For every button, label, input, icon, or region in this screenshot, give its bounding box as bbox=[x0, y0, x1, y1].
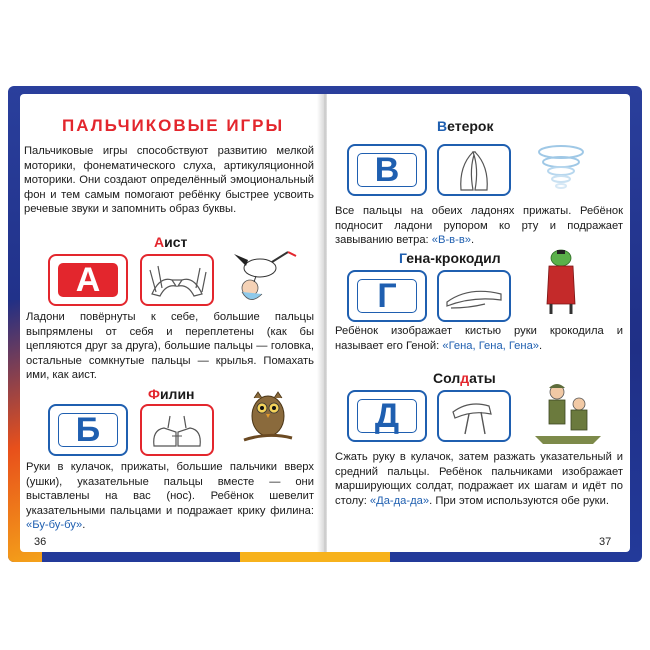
hand-gesture-aist bbox=[140, 254, 214, 306]
left-page bbox=[20, 94, 323, 552]
fist-hands-icon bbox=[142, 406, 212, 454]
letter-card-d: Д bbox=[347, 390, 427, 442]
whirlwind-icon bbox=[533, 140, 589, 200]
letter-card-a: А bbox=[48, 254, 128, 306]
palms-together-icon bbox=[439, 146, 509, 194]
soldiers-icon bbox=[533, 380, 603, 446]
hand-gesture-soldaty bbox=[437, 390, 511, 442]
section-title-veterok: Ветерок bbox=[437, 118, 494, 134]
intro-text: Пальчиковые игры способствуют развитию мелкой моторики, фонематического слуха, артикуляционной моторики. Они создают определённый эмоциональный фон и тем самым помогают ребёнку быстрее усвоить речевые звуки и запомнить образ буквы. bbox=[24, 145, 314, 216]
gena-crocodile-illustration bbox=[541, 246, 581, 318]
owl-illustration bbox=[242, 386, 294, 448]
gena-text: Ребёнок изображает кистью руки крокодила и называет его Геной: «Гена, Гена, Гена». bbox=[335, 325, 623, 352]
section-title-filin: Филин bbox=[148, 386, 195, 402]
page-number-left: 36 bbox=[34, 536, 47, 548]
page-number-right: 37 bbox=[599, 536, 612, 548]
hands-icon bbox=[142, 256, 212, 304]
letter-card-v: В bbox=[347, 144, 427, 196]
soldiers-illustration bbox=[533, 380, 603, 446]
walking-fingers-icon bbox=[439, 392, 509, 440]
crocodile-hand-icon bbox=[439, 272, 509, 320]
letter-card-g: Г bbox=[347, 270, 427, 322]
crocodile-icon bbox=[541, 246, 581, 318]
stork-icon bbox=[228, 246, 298, 308]
aist-text: Ладони повёрнуты к себе, большие пальцы выпрямлены от себя и переплетены (как бы цепляются друг за друга), большие пальцы — головка, остальные сомкнутые пальцы — крылья. Помахать ими, как аист. bbox=[26, 311, 314, 382]
soldaty-text: Сжать руку в кулачок, затем разжать указательный и средний пальцы. Ребёнок пальчиками изображает марширующих солдат, подражает их шагам и идёт по столу: «Да-да-да». При этом используются обе руки. bbox=[335, 451, 623, 507]
owl-icon bbox=[242, 386, 294, 448]
hand-gesture-filin bbox=[140, 404, 214, 456]
section-title-soldaty: Солдаты bbox=[433, 370, 496, 386]
right-page bbox=[327, 94, 630, 552]
page-title: ПАЛЬЧИКОВЫЕ ИГРЫ bbox=[62, 116, 285, 135]
veterok-text: Все пальцы на обеих ладонях прижаты. Ребёнок подносит ладони рупором ко рту и подражает завыванию ветра: «В-в-в». bbox=[335, 205, 623, 247]
section-title-aist: Аист bbox=[154, 234, 188, 250]
stork-illustration bbox=[228, 246, 298, 308]
wind-illustration bbox=[533, 140, 589, 200]
hand-gesture-veterok bbox=[437, 144, 511, 196]
section-title-gena: Гена-крокодил bbox=[399, 250, 501, 266]
hand-gesture-gena bbox=[437, 270, 511, 322]
filin-text: Руки в кулачок, прижаты, большие пальчики вверх (ушки), указательные пальцы вместе — они выставлены на вас (нос). Ребёнок шевелит указательными пальцами и подражает крику филина: «Бу-бу-бу». bbox=[26, 461, 314, 532]
letter-card-b: Б bbox=[48, 404, 128, 456]
